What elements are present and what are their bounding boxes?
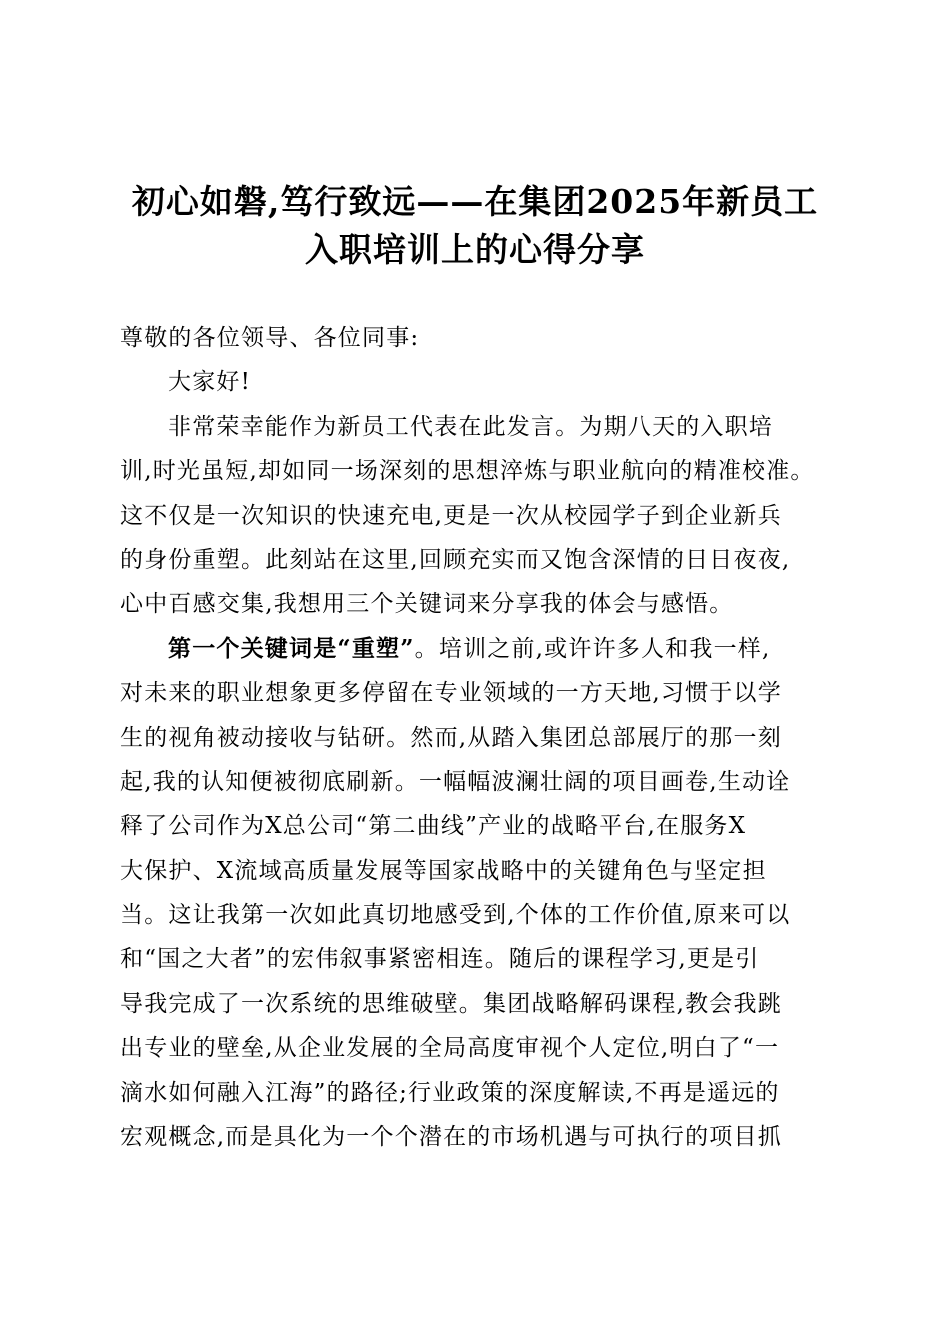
document-title: [100, 178, 850, 274]
document-body: [120, 316, 832, 1159]
salutation: 尊敬的各位领导、各位同事:: [120, 325, 420, 351]
paragraph2-line: 宏观概念,而是具化为一个个潜在的市场机遇与可执行的项目抓: [120, 1124, 782, 1151]
paragraph1-line: 心中百感交集,我想用三个关键词来分享我的体会与感悟。: [120, 591, 734, 618]
paragraph1-line: 非常荣幸能作为新员工代表在此发言。为期八天的入职培: [168, 413, 773, 440]
paragraph2-first-line: [120, 627, 832, 671]
paragraph2-line: 。培训之前,或许许多人和我一样,: [414, 635, 771, 662]
paragraph1-line: 的身份重塑。此刻站在这里,回顾充实而又饱含深情的日日夜夜,: [120, 546, 791, 573]
paragraph2-line: 当。这让我第一次如此真切地感受到,个体的工作价值,原来可以: [120, 902, 791, 929]
paragraph2-line: 释了公司作为X总公司“第二曲线”产业的战略平台,在服务X: [120, 813, 747, 840]
paragraph2-line: 导我完成了一次系统的思维破壁。集团战略解码课程,教会我跳: [120, 990, 782, 1017]
paragraph2-line: 起,我的认知便被彻底刷新。一幅幅波澜壮阔的项目画卷,生动诠: [120, 768, 791, 795]
paragraph2-line: 和“国之大者”的宏伟叙事紧密相连。随后的课程学习,更是引: [120, 946, 760, 973]
paragraph2-line: 大保护、X流域高质量发展等国家战略中的关键角色与坚定担: [120, 857, 767, 884]
title-line-1: 初心如磐,笃行致远——在集团2025年新员工: [131, 182, 819, 221]
paragraph2-line: 生的视角被动接收与钻研。然而,从踏入集团总部展厅的那一刻: [120, 724, 782, 751]
paragraph2-line: 滴水如何融入江海”的路径;行业政策的深度解读,不再是遥远的: [120, 1079, 780, 1106]
keyword-heading: 第一个关键词是“重塑”: [168, 634, 415, 662]
greeting: 大家好!: [168, 369, 252, 396]
paragraph1-line: 训,时光虽短,却如同一场深刻的思想淬炼与职业航向的精准校准。: [120, 458, 815, 485]
paragraph1-line: 这不仅是一次知识的快速充电,更是一次从校园学子到企业新兵: [120, 502, 782, 529]
title-line-2: 入职培训上的心得分享: [305, 230, 645, 269]
paragraph2-line: 出专业的壁垒,从企业发展的全局高度审视个人定位,明白了“一: [120, 1035, 780, 1062]
paragraph2-line: 对未来的职业想象更多停留在专业领域的一方天地,习惯于以学: [120, 680, 782, 707]
